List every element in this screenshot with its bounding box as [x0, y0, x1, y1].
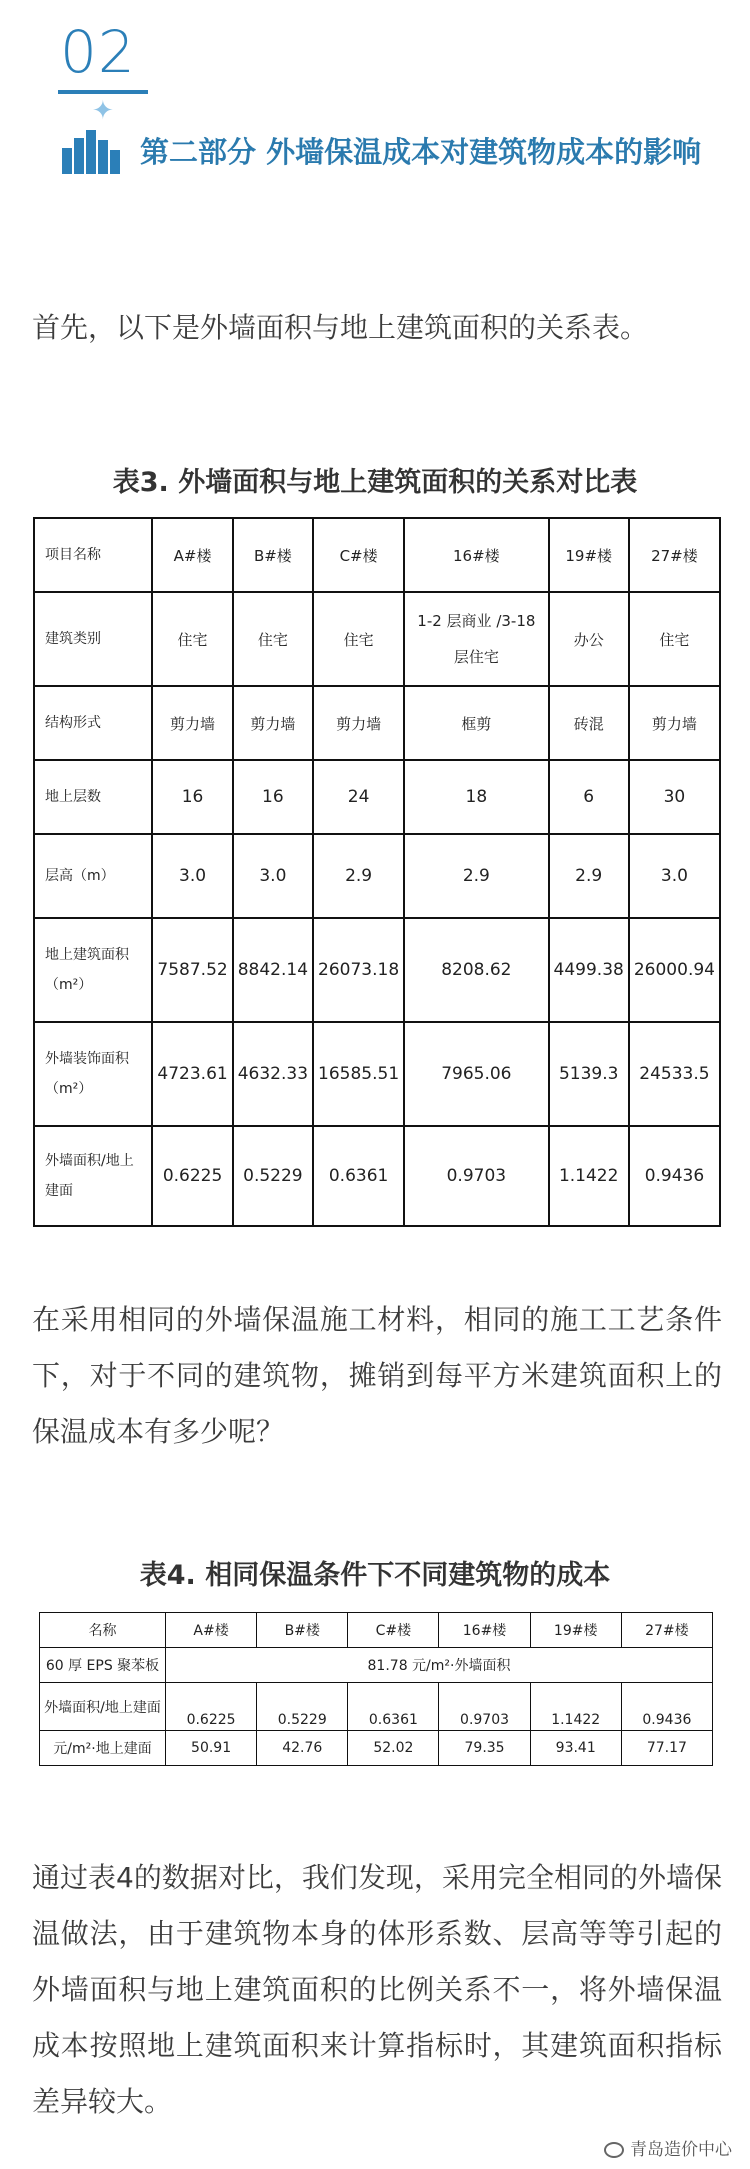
table-cell: 79.35	[439, 1731, 530, 1766]
table-cell: A#楼	[152, 518, 232, 592]
watermark-text: 青岛造价中心	[630, 2140, 732, 2160]
table-cell: 1-2 层商业 /3-18 层住宅	[404, 592, 548, 686]
table4-caption: 表4. 相同保温条件下不同建筑物的成本	[139, 1560, 611, 1591]
section-number: 02	[60, 18, 136, 86]
table-cell: 0.9436	[621, 1683, 712, 1731]
table-cell: 0.6225	[166, 1683, 257, 1731]
table-cell: 0.5229	[257, 1683, 348, 1731]
wechat-icon	[604, 2142, 624, 2158]
table-cell: 名称	[40, 1613, 166, 1648]
table-cell: 剪力墙	[313, 686, 404, 760]
table-cell: 0.9436	[629, 1126, 720, 1226]
table-cell: 层高（m）	[34, 834, 152, 918]
table-cell: 住宅	[233, 592, 313, 686]
table-cell: 26000.94	[629, 918, 720, 1022]
table-cell: 砖混	[549, 686, 629, 760]
section-heading	[32, 120, 722, 184]
table-cell: 3.0	[233, 834, 313, 918]
table-cell: 0.6225	[152, 1126, 232, 1226]
table-row	[40, 1683, 713, 1731]
table-cell: 16#楼	[404, 518, 548, 592]
table-cell: 项目名称	[34, 518, 152, 592]
table-cell: B#楼	[257, 1613, 348, 1648]
table-cell: 16	[233, 760, 313, 834]
table-row	[40, 1613, 713, 1648]
table-cell: 0.6361	[348, 1683, 439, 1731]
table-cell: 地上层数	[34, 760, 152, 834]
table-cell: 外墙面积/地上建面	[34, 1126, 152, 1226]
table-cell: 26073.18	[313, 918, 404, 1022]
table-cell: 19#楼	[549, 518, 629, 592]
table-cell: 0.6361	[313, 1126, 404, 1226]
table-cell: 6	[549, 760, 629, 834]
intro-paragraph: 首先，以下是外墙面积与地上建筑面积的关系表。	[32, 311, 649, 344]
table-cell: 18	[404, 760, 548, 834]
table-cell: 27#楼	[629, 518, 720, 592]
table-row	[34, 518, 720, 592]
table-cell: 8208.62	[404, 918, 548, 1022]
table-row	[34, 1126, 720, 1226]
table-cell: 27#楼	[621, 1613, 712, 1648]
table-cell: 0.9703	[439, 1683, 530, 1731]
table-cell: 外墙装饰面积（m²）	[34, 1022, 152, 1126]
table-cell: 3.0	[629, 834, 720, 918]
table-cell: 50.91	[166, 1731, 257, 1766]
table-row	[34, 760, 720, 834]
table-cell: 住宅	[629, 592, 720, 686]
table-cell: 8842.14	[233, 918, 313, 1022]
table-row	[34, 1022, 720, 1126]
table-cell: 3.0	[152, 834, 232, 918]
table-cell: C#楼	[348, 1613, 439, 1648]
table-cell: 地上建筑面积（m²）	[34, 918, 152, 1022]
table-cell: 4632.33	[233, 1022, 313, 1126]
table-row	[40, 1648, 713, 1683]
table-cell: 剪力墙	[629, 686, 720, 760]
table4	[39, 1612, 713, 1766]
table-cell: 5139.3	[549, 1022, 629, 1126]
table-cell: 24	[313, 760, 404, 834]
table-cell: 16585.51	[313, 1022, 404, 1126]
table-cell: 52.02	[348, 1731, 439, 1766]
table-cell: 81.78 元/m²·外墙面积	[166, 1648, 713, 1683]
table-cell: 住宅	[152, 592, 232, 686]
table-cell: 7587.52	[152, 918, 232, 1022]
table-cell: 93.41	[530, 1731, 621, 1766]
table-cell: 0.9703	[404, 1126, 548, 1226]
table-cell: 结构形式	[34, 686, 152, 760]
table-cell: 42.76	[257, 1731, 348, 1766]
table-cell: 外墙面积/地上建面	[40, 1683, 166, 1731]
table-cell: 0.5229	[233, 1126, 313, 1226]
table-row	[34, 834, 720, 918]
table-cell: 办公	[549, 592, 629, 686]
table-row	[34, 686, 720, 760]
table-cell: 1.1422	[549, 1126, 629, 1226]
table3-caption: 表3. 外墙面积与地上建筑面积的关系对比表	[112, 467, 638, 498]
table-cell: 框剪	[404, 686, 548, 760]
table-cell: 60 厚 EPS 聚苯板	[40, 1648, 166, 1683]
table-cell: 30	[629, 760, 720, 834]
table-cell: 元/m²·地上建面	[40, 1731, 166, 1766]
table-cell: 住宅	[313, 592, 404, 686]
table-cell: 2.9	[549, 834, 629, 918]
table-cell: 剪力墙	[152, 686, 232, 760]
table-cell: A#楼	[166, 1613, 257, 1648]
table-cell: 建筑类别	[34, 592, 152, 686]
table-cell: 77.17	[621, 1731, 712, 1766]
table-cell: 4499.38	[549, 918, 629, 1022]
table-cell: 16#楼	[439, 1613, 530, 1648]
table3	[33, 517, 721, 1227]
table-cell: 2.9	[313, 834, 404, 918]
table-row	[34, 592, 720, 686]
table-cell: 4723.61	[152, 1022, 232, 1126]
table-cell: 1.1422	[530, 1683, 621, 1731]
conclusion-paragraph: 通过表4的数据对比，我们发现，采用完全相同的外墙保温做法，由于建筑物本身的体形系数、层高等等引起的外墙面积与地上建筑面积的比例关系不一，将外墙保温成本按照地上建筑面积来计算指标时，其建筑面积指标差异较大。	[32, 1861, 722, 2118]
table-cell: 7965.06	[404, 1022, 548, 1126]
table-cell: 2.9	[404, 834, 548, 918]
watermark	[604, 2135, 732, 2160]
table-cell: B#楼	[233, 518, 313, 592]
section-title: 第二部分 外墙保温成本对建筑物成本的影响	[140, 135, 702, 169]
table-cell: 24533.5	[629, 1022, 720, 1126]
sparkle-icon: ✦	[92, 96, 114, 126]
table-row	[34, 918, 720, 1022]
section-underline	[58, 90, 148, 94]
table-cell: C#楼	[313, 518, 404, 592]
table-cell: 19#楼	[530, 1613, 621, 1648]
table-cell: 16	[152, 760, 232, 834]
question-paragraph: 在采用相同的外墙保温施工材料，相同的施工工艺条件下，对于不同的建筑物，摊销到每平方米建筑面积上的保温成本有多少呢？	[32, 1303, 722, 1448]
table-row	[40, 1731, 713, 1766]
table-cell: 剪力墙	[233, 686, 313, 760]
